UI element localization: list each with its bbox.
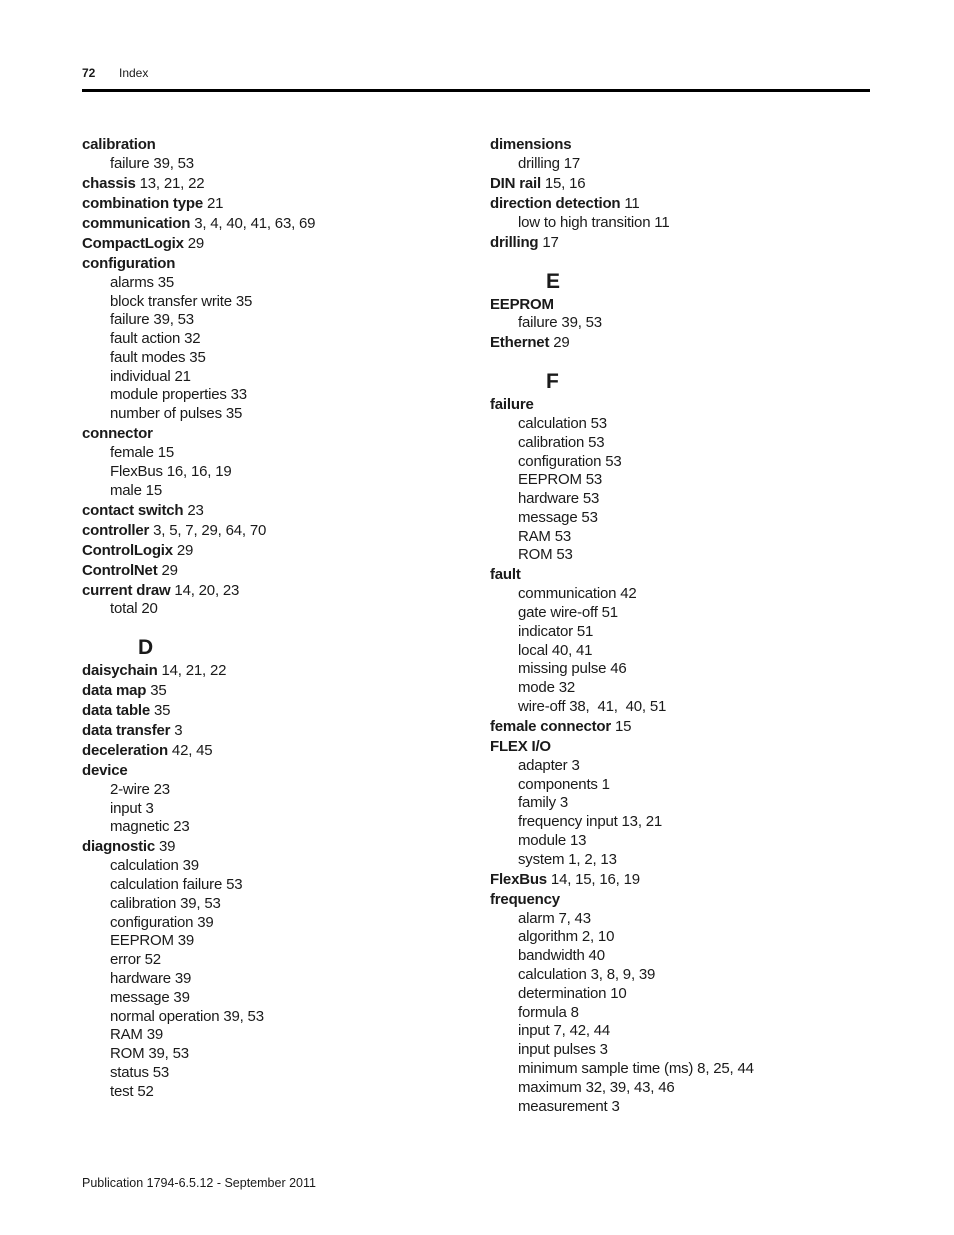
index-term: drilling	[490, 233, 539, 251]
index-term: data table	[82, 702, 151, 720]
index-letter-heading: E	[546, 269, 561, 293]
index-main-entry	[490, 396, 890, 415]
index-sub-entry: error 52	[110, 951, 161, 969]
index-term: daisychain	[82, 662, 158, 680]
index-main-entry	[82, 662, 482, 681]
index-page-refs: 3, 4, 40, 41, 63, 69	[190, 214, 316, 232]
index-sub-entry: calculation 53	[518, 414, 607, 432]
index-sub-entry: calibration 39, 53	[110, 894, 221, 912]
index-main-entry	[490, 175, 890, 194]
index-page-refs: 23	[183, 501, 204, 519]
index-sub-entry: input 3	[110, 799, 154, 817]
index-sub-entry: female 15	[110, 444, 175, 462]
index-main-entry	[490, 296, 890, 315]
index-sub-entry: status 53	[110, 1064, 170, 1082]
index-term: Ethernet	[490, 334, 550, 352]
index-sub-entry: RAM 39	[110, 1026, 163, 1044]
index-page-refs: 35	[150, 702, 171, 720]
index-sub-entry: ROM 39, 53	[110, 1045, 189, 1063]
index-term: FLEX I/O	[490, 738, 551, 756]
index-sub-entry: individual 21	[110, 367, 191, 385]
publication-footer: Publication 1794-6.5.12 - September 2011	[82, 1176, 316, 1190]
index-sub-entry: measurement 3	[518, 1097, 620, 1115]
index-term: CompactLogix	[82, 234, 184, 252]
index-main-entry	[490, 718, 890, 737]
index-sub-entry: male 15	[110, 481, 162, 499]
index-term: combination type	[82, 194, 203, 212]
index-main-entry	[82, 215, 482, 234]
index-sub-entry: adapter 3	[518, 756, 580, 774]
index-page-refs: 35	[146, 682, 167, 700]
index-sub-entry: alarm 7, 43	[518, 909, 591, 927]
index-main-entry	[490, 891, 890, 910]
index-sub-entry: gate wire-off 51	[518, 604, 618, 622]
index-page-refs: 39	[155, 838, 176, 856]
index-term: female connector	[490, 718, 612, 736]
index-term: ControlLogix	[82, 541, 173, 559]
index-main-entry	[490, 195, 890, 214]
index-main-entry	[82, 722, 482, 741]
index-page-refs: 17	[538, 233, 559, 251]
index-main-entry	[490, 566, 890, 585]
index-main-entry	[82, 522, 482, 541]
index-main-entry	[82, 425, 482, 444]
index-sub-entry: mode 32	[518, 679, 575, 697]
index-column-right	[490, 135, 890, 1116]
index-sub-entry: number of pulses 35	[110, 405, 243, 423]
index-sub-entry: communication 42	[518, 585, 637, 603]
index-sub-entry: EEPROM 53	[518, 471, 603, 489]
index-page-refs: 15	[611, 718, 632, 736]
index-main-entry	[490, 871, 890, 890]
header-rule	[82, 89, 870, 92]
index-sub-entry: fault action 32	[110, 330, 201, 348]
index-sub-entry: module 13	[518, 832, 587, 849]
index-main-entry	[82, 195, 482, 214]
index-page-refs: 29	[172, 541, 194, 559]
index-sub-entry: minimum sample time (ms) 8, 25, 44	[518, 1059, 754, 1077]
index-term: calibration	[82, 136, 156, 154]
index-letter-heading: D	[138, 636, 154, 660]
index-main-entry	[82, 136, 482, 155]
index-page-refs: 3	[170, 722, 183, 740]
index-sub-entry: drilling 17	[518, 154, 581, 172]
index-sub-entry: bandwidth 40	[518, 947, 605, 965]
index-page-refs: 29	[157, 561, 178, 579]
index-page-refs: 15, 16	[540, 174, 586, 192]
index-sub-entry: components 1	[518, 775, 610, 793]
index-sub-entry: total 20	[110, 600, 158, 618]
index-term: DIN rail	[490, 174, 541, 192]
index-sub-entry: ROM 53	[518, 546, 573, 564]
index-sub-entry: FlexBus 16, 16, 19	[110, 462, 232, 480]
index-sub-entry: hardware 39	[110, 970, 192, 988]
index-main-entry	[82, 542, 482, 561]
index-sub-entry: hardware 53	[518, 490, 600, 508]
index-main-entry	[82, 682, 482, 701]
index-term: data map	[82, 682, 147, 700]
section-title: Index	[119, 66, 149, 80]
index-sub-entry: 2-wire 23	[110, 780, 170, 798]
index-term: connector	[82, 425, 153, 443]
index-sub-entry: wire-off 38, 41, 40, 51	[518, 698, 667, 716]
index-term: chassis	[82, 174, 136, 192]
index-term: controller	[82, 521, 150, 539]
index-sub-entry: failure 39, 53	[110, 154, 194, 172]
index-column-left	[82, 135, 482, 1102]
index-page-refs: 29	[549, 334, 570, 352]
index-term: diagnostic	[82, 838, 156, 856]
index-main-entry	[82, 562, 482, 581]
index-term: device	[82, 762, 128, 780]
index-main-entry	[82, 742, 482, 761]
index-term: EEPROM	[490, 295, 554, 313]
index-sub-entry: fault modes 35	[110, 348, 206, 366]
index-sub-entry: alarms 35	[110, 273, 175, 291]
index-main-entry	[82, 702, 482, 721]
index-sub-entry: RAM 53	[518, 527, 571, 545]
index-sub-entry: EEPROM 39	[110, 932, 195, 950]
index-main-entry	[82, 582, 482, 601]
index-sub-entry: calculation 39	[110, 857, 199, 875]
index-term: frequency	[490, 890, 560, 908]
index-term: deceleration	[82, 742, 168, 760]
index-main-entry	[490, 334, 890, 353]
index-page-refs: 29	[183, 234, 205, 252]
index-sub-entry: calculation failure 53	[110, 876, 243, 894]
index-page-refs: 14, 20, 23	[170, 581, 240, 599]
index-term: FlexBus	[490, 870, 547, 888]
index-main-entry	[82, 235, 482, 254]
index-term: fault	[490, 566, 521, 584]
index-sub-entry: message 39	[110, 988, 190, 1006]
index-term: data transfer	[82, 722, 171, 740]
index-page-refs: 14, 21, 22	[157, 662, 227, 680]
index-sub-entry: local 40, 41	[518, 641, 593, 659]
index-sub-entry: test 52	[110, 1082, 154, 1100]
index-term: ControlNet	[82, 561, 158, 579]
index-page-refs: 21	[202, 194, 224, 212]
index-sub-entry: normal operation 39, 53	[110, 1007, 264, 1025]
index-sub-entry: missing pulse 46	[518, 660, 627, 678]
index-term: failure	[490, 396, 534, 414]
page-number: 72	[82, 66, 96, 80]
index-sub-entry: magnetic 23	[110, 818, 190, 836]
index-sub-entry: family 3	[518, 794, 569, 812]
index-page-refs: 42, 45	[167, 742, 213, 760]
index-term: contact switch	[82, 501, 184, 519]
index-main-entry	[490, 234, 890, 253]
index-sub-entry: calculation 3, 8, 9, 39	[518, 965, 656, 983]
index-term: direction detection	[490, 194, 621, 212]
index-main-entry	[82, 175, 482, 194]
index-sub-entry: configuration 53	[518, 452, 622, 470]
index-term: configuration	[82, 254, 176, 272]
index-sub-entry: system 1, 2, 13	[518, 850, 617, 868]
index-sub-entry: low to high transition 11	[518, 213, 670, 231]
index-letter-heading: F	[546, 370, 559, 394]
index-sub-entry: input pulses 3	[518, 1041, 608, 1059]
index-sub-entry: determination 10	[518, 984, 627, 1002]
index-sub-entry: maximum 32, 39, 43, 46	[518, 1078, 675, 1096]
index-main-entry	[490, 136, 890, 155]
index-main-entry	[82, 762, 482, 781]
index-sub-entry: failure 39, 53	[110, 311, 194, 329]
index-term: current draw	[82, 581, 171, 599]
index-sub-entry: calibration 53	[518, 433, 605, 451]
index-sub-entry: failure 39, 53	[518, 314, 602, 332]
index-page-refs: 11	[620, 194, 640, 212]
index-main-entry	[490, 738, 890, 757]
index-main-entry	[82, 502, 482, 521]
index-sub-entry: input 7, 42, 44	[518, 1022, 611, 1040]
index-sub-entry: message 53	[518, 508, 598, 526]
index-page-refs: 3, 5, 7, 29, 64, 70	[149, 521, 267, 539]
index-sub-entry: indicator 51	[518, 622, 594, 640]
index-sub-entry: algorithm 2, 10	[518, 928, 615, 946]
index-page-refs: 13, 21, 22	[135, 174, 205, 192]
index-sub-entry: frequency input 13, 21	[518, 813, 663, 831]
index-term: dimensions	[490, 136, 572, 154]
index-main-entry	[82, 255, 482, 274]
index-main-entry	[82, 838, 482, 857]
index-term: communication	[82, 214, 191, 232]
index-page-refs: 14, 15, 16, 19	[546, 870, 640, 888]
index-sub-entry: configuration 39	[110, 913, 214, 931]
index-sub-entry: block transfer write 35	[110, 292, 253, 310]
index-sub-entry: formula 8	[518, 1003, 579, 1021]
index-sub-entry: module properties 33	[110, 386, 247, 404]
